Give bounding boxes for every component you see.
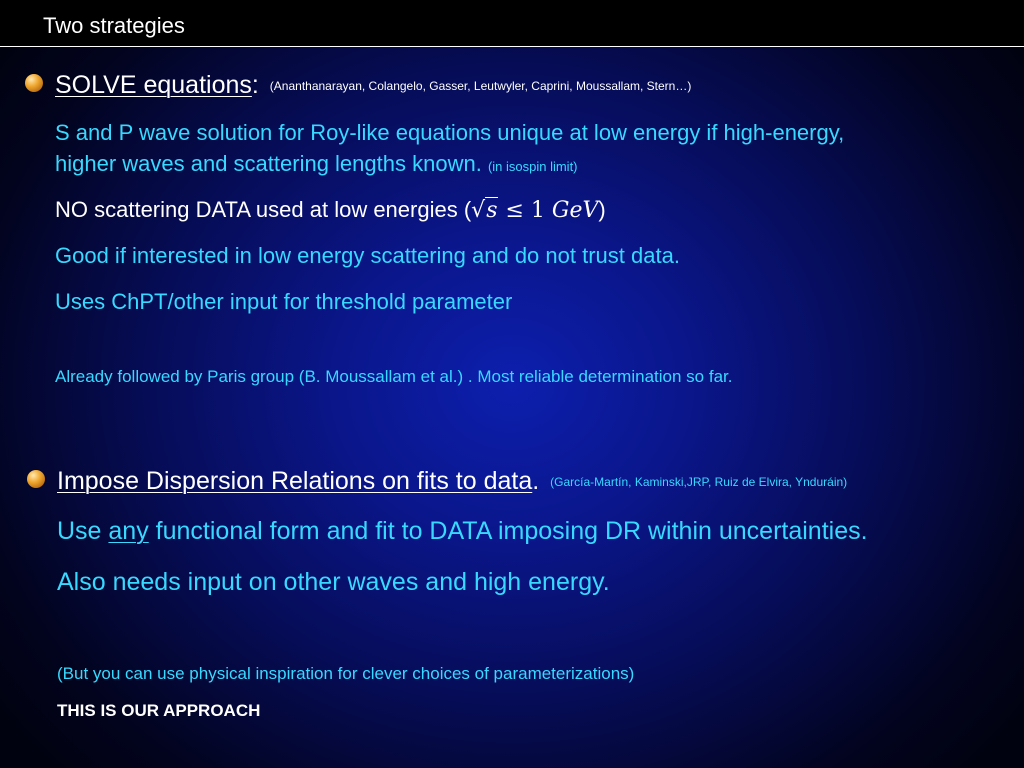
bullet-orb-icon	[25, 74, 43, 92]
section1-heading-colon: :	[251, 71, 259, 99]
section2-line1-any: any	[108, 517, 149, 545]
section1-line2-row	[55, 151, 578, 180]
section2-heading: Impose Dispersion Relations on fits to data	[57, 467, 533, 495]
math-unit: GeV	[551, 198, 599, 223]
section2-line1-row	[57, 516, 868, 546]
math-s: s	[486, 198, 498, 223]
section2-line3: (But you can use physical inspiration for clever choices of parameterizations)	[57, 664, 635, 683]
section1-heading: SOLVE equations	[55, 71, 252, 99]
section1-line5: Uses ChPT/other input for threshold parameter	[55, 289, 513, 314]
section1-line2: higher waves and scattering lengths known.	[55, 151, 482, 176]
section1-heading-row	[55, 70, 691, 101]
section1-line2-note: (in isospin limit)	[487, 159, 578, 174]
section2-authors: (García-Martín, Kaminski,JRP, Ruiz de Elvira, Ynduráin)	[550, 475, 848, 489]
section2-heading-row	[57, 466, 847, 497]
section2-heading-period: .	[532, 467, 540, 495]
section2-line2: Also needs input on other waves and high energy.	[57, 568, 610, 596]
section2-line1-post: functional form and fit to DATA imposing DR within uncertainties.	[148, 517, 868, 545]
bullet-orb-icon	[27, 470, 45, 488]
math-le: ≤ 1	[505, 198, 552, 223]
section1-line4: Good if interested in low energy scattering and do not trust data.	[55, 243, 680, 268]
section2-line4: THIS IS OUR APPROACH	[57, 701, 261, 720]
slide-title: Two strategies	[43, 13, 185, 38]
section1-line3-row	[55, 197, 606, 224]
section1-line1: S and P wave solution for Roy-like equations unique at low energy if high-energy,	[55, 120, 845, 145]
section1-line3-close: )	[598, 197, 606, 222]
title-bar	[0, 0, 1024, 47]
section1-line6: Already followed by Paris group (B. Moussallam et al.) . Most reliable determination so far.	[55, 367, 733, 386]
section1-line3: NO scattering DATA used at low energies (	[55, 197, 472, 222]
section2-line1-pre: Use	[57, 517, 109, 545]
section1-line3-math: √s ≤ 1 GeV	[471, 198, 599, 223]
section1-authors: (Ananthanarayan, Colangelo, Gasser, Leutwyler, Caprini, Moussallam, Stern…)	[269, 79, 692, 93]
